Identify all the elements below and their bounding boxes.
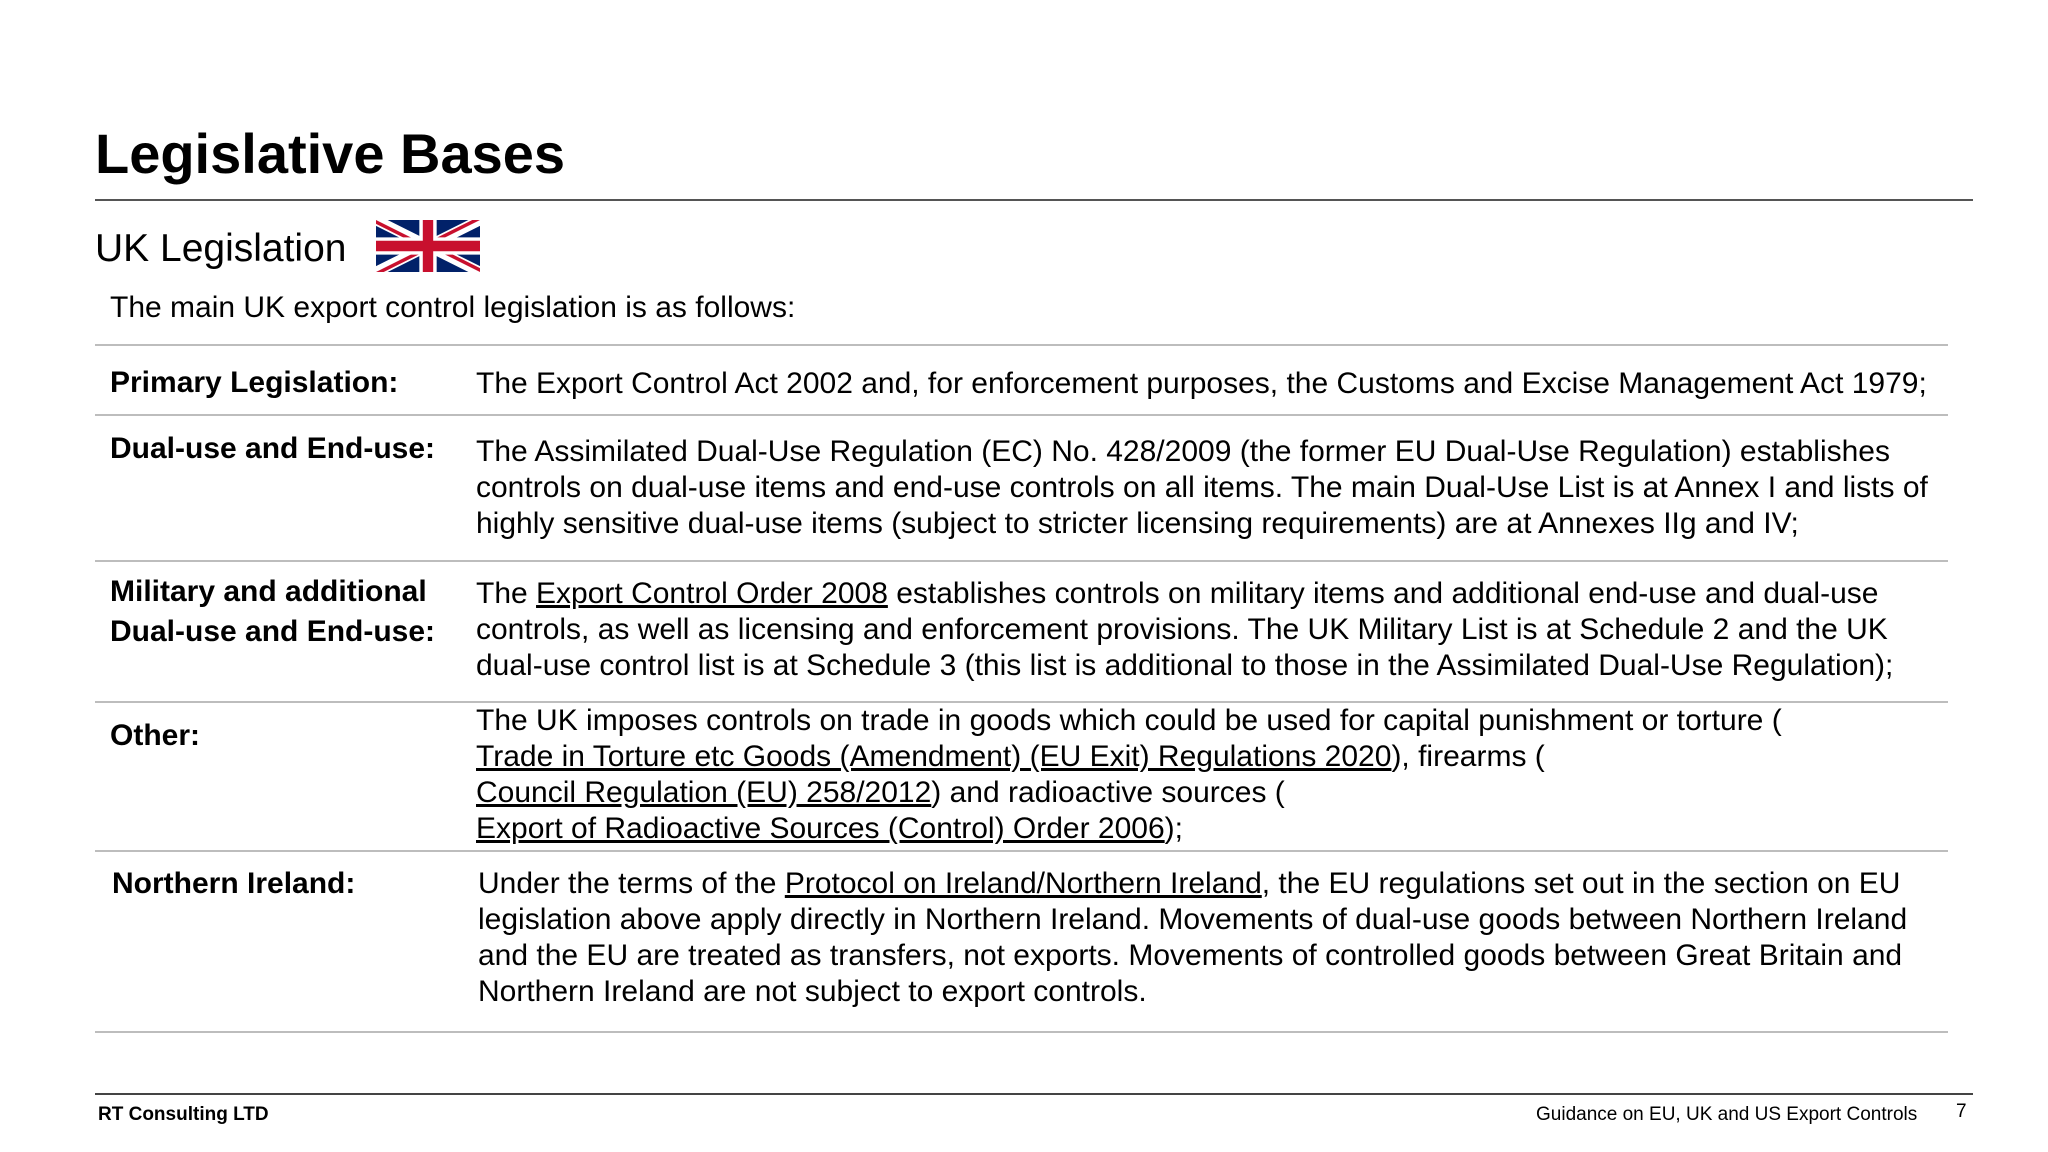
row-label-line: Military and additional	[110, 575, 427, 608]
description-text: The UK imposes controls on trade in goods which could be used for capital punishment or torture (	[476, 704, 1782, 737]
description-text: Under the terms of the	[478, 867, 785, 900]
description-text: ), firearms (	[1391, 740, 1545, 773]
row-label-military	[110, 572, 435, 652]
radioactive-sources-order-link[interactable]: Export of Radioactive Sources (Control) Order 2006	[476, 812, 1165, 845]
protocol-ireland-link[interactable]: Protocol on Ireland/Northern Ireland	[784, 867, 1262, 900]
torture-goods-regulations-link[interactable]: Trade in Torture etc Goods (Amendment) (EU Exit) Regulations 2020	[476, 740, 1392, 773]
uk-flag-icon	[376, 220, 480, 272]
footer-company: RT Consulting LTD	[98, 1104, 269, 1125]
row-divider	[95, 850, 1948, 852]
row-label-line: Northern Ireland:	[112, 867, 356, 900]
row-label-line: Primary Legislation:	[110, 366, 399, 399]
row-description-northern-ireland	[478, 866, 1956, 1010]
description-text: );	[1164, 812, 1183, 845]
row-divider	[95, 344, 1948, 346]
row-label-line: Dual-use and End-use:	[110, 432, 436, 465]
row-label-dual-use	[110, 429, 435, 469]
title-divider	[95, 199, 1973, 201]
description-text: ) and radioactive sources (	[931, 776, 1285, 809]
row-divider	[95, 414, 1948, 416]
row-label-northern-ireland	[112, 864, 355, 904]
row-divider	[95, 1031, 1948, 1033]
description-text: The Export Control Act 2002 and, for enforcement purposes, the Customs and Excise Management Act 1979;	[476, 367, 1927, 400]
council-regulation-link[interactable]: Council Regulation (EU) 258/2012	[476, 776, 932, 809]
row-label-primary-legislation	[110, 363, 398, 403]
row-description-military	[476, 576, 1956, 684]
row-label-line: Dual-use and End-use:	[110, 615, 436, 648]
page-number: 7	[1956, 1101, 1967, 1122]
export-control-order-link[interactable]: Export Control Order 2008	[536, 577, 888, 610]
row-description-other	[476, 703, 1826, 847]
row-label-other	[110, 716, 200, 756]
description-text: establishes controls on military items and additional end-use and dual-use controls, as well as licensing and enforcement provisions. The UK Military List is at Schedule 2 and the UK dual-use control list is at Schedule 3 (this list is additional to those in the Assimilated Dual-Use Regulation);	[476, 577, 1894, 682]
row-label-line: Other:	[110, 719, 200, 752]
description-text: The	[476, 577, 537, 610]
row-description-primary-legislation	[476, 366, 1956, 402]
row-divider	[95, 560, 1948, 562]
intro-text: The main UK export control legislation is as follows:	[110, 291, 796, 324]
section-subtitle: UK Legislation	[95, 227, 347, 270]
description-text: , the EU regulations set out in the section on EU legislation above apply directly in Northern Ireland. Movements of dual-use goods between Northern Ireland and the EU are treated as transfers, not exports. Movements of controlled goods between Great Britain and Northern Ireland are not subject to export controls.	[478, 867, 1908, 1008]
row-description-dual-use	[476, 434, 1956, 542]
page-title: Legislative Bases	[95, 122, 566, 185]
footer-document-title: Guidance on EU, UK and US Export Controls	[1536, 1104, 1918, 1125]
footer-divider	[95, 1093, 1973, 1095]
description-text: The Assimilated Dual-Use Regulation (EC) No. 428/2009 (the former EU Dual-Use Regulation) establishes controls on dual-use items and end-use controls on all items. The main Dual-Use List is at Annex I and lists of highly sensitive dual-use items (subject to stricter licensing requirements) are at Annexes IIg and IV;	[476, 435, 1928, 540]
